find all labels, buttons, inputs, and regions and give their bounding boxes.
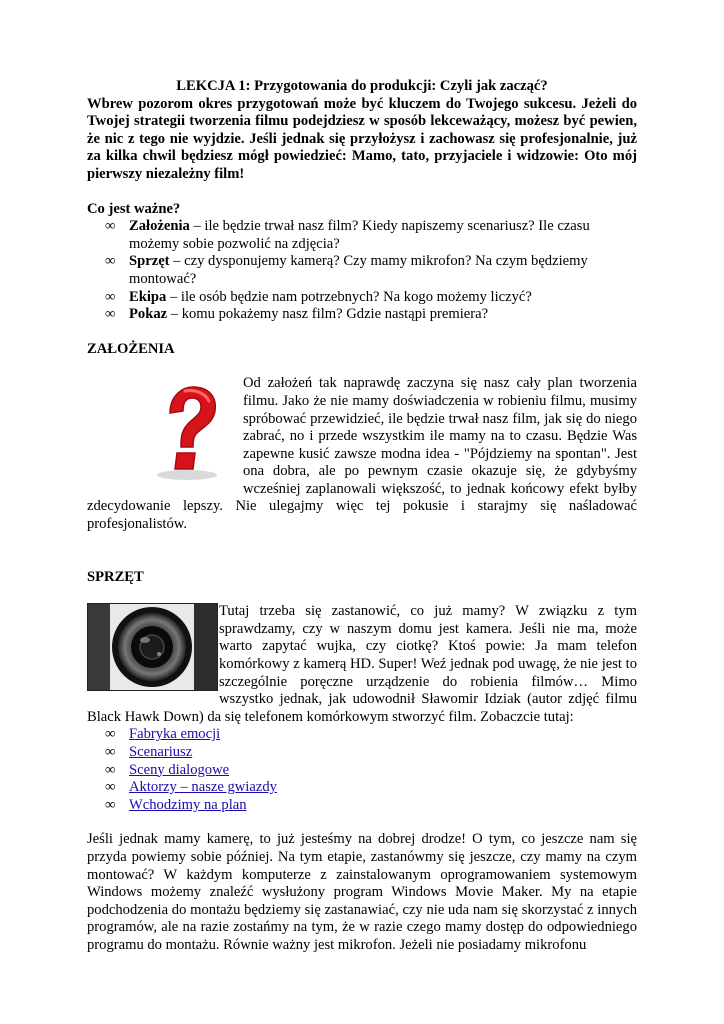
question-mark-icon <box>125 375 243 485</box>
infinity-bullet-icon: ∞ <box>105 796 116 813</box>
section-heading-zalozenia: ZAŁOŻENIA <box>87 340 175 357</box>
list-item <box>105 253 637 288</box>
important-list <box>87 218 637 324</box>
infinity-bullet-icon: ∞ <box>105 288 116 305</box>
spacer <box>87 586 637 603</box>
sprzet-text: Tutaj trzeba się zastanowić, co już mamy? W związku z tym sprawdzamy, czy w naszym domu jest kamera. Jeśli nie ma, może warto zapytać wujka, czy ciotkę? Ktoś powie: Ja mam telefon komórkowy z kamerą HD. Super! Weź jednak pod uwagę, że nie jest to szczególnie poręczne urządzenie do robienia filmów… Mimo wszystko jednak, jak udowodnił Sławomir Idziak (autor zdjęć filmu Black Hawk Down) da się telefonem komórkowym stworzyć film. Zobaczcie tutaj: <box>87 603 637 725</box>
link-wchodzimy-na-plan[interactable]: Wchodzimy na plan <box>129 796 247 813</box>
links-list <box>87 726 637 814</box>
list-item <box>105 288 637 307</box>
list-item <box>105 796 637 815</box>
document-page <box>87 78 637 955</box>
list-item-label: Ekipa <box>129 288 167 305</box>
infinity-bullet-icon: ∞ <box>105 726 116 743</box>
spacer <box>87 534 637 569</box>
infinity-bullet-icon: ∞ <box>105 761 116 778</box>
list-item-text: – ile osób będzie nam potrzebnych? Na kogo możemy liczyć? <box>166 288 532 305</box>
list-item-label: Pokaz <box>129 306 168 323</box>
intro-paragraph: Wbrew pozorom okres przygotowań może być kluczem do Twojego sukcesu. Jeżeli do Twojej strategii tworzenia filmu podejdziesz w sposób lekceważący, możesz być pewien, że nic z tego nie wyjdzie. Jeśli jednak się przyłożysz i zachowasz się profesjonalnie, już za kilka chwil będziesz mógł powiedzieć: Mamo, tato, przyjaciele i widzowie: Oto mój pierwszy niezależny film! <box>87 95 637 182</box>
section-heading-sprzet: SPRZĘT <box>87 568 144 585</box>
list-item <box>105 779 637 797</box>
spacer <box>87 324 637 341</box>
zalozenia-text: Od założeń tak naprawdę zaczyna się nasz cały plan tworzenia filmu. Jako że nie mamy doświadczenia w robieniu filmu, musimy spróbować przewidzieć, ile będzie trwał nasz film, jak się do niego zabrać, no i przede wszystkim ile mamy na to czasu. Będzie Was zapewne kusić zawsze modna idea - "Pójdziemy na spontan". Jest ona dobra, ale po pewnym czasie okazuje się, że gdybyśmy wcześniej zaplanowali większość, to jednak końcowy efekt byłby zdecydowanie lepszy. Nie ulegajmy więc tej pokusie i starajmy się naśladować profesjonalistów. <box>87 375 637 533</box>
zalozenia-section <box>87 375 637 533</box>
sprzet-section <box>87 603 637 726</box>
list-item <box>105 761 637 780</box>
spacer <box>87 184 637 201</box>
important-heading: Co jest ważne? <box>87 200 181 217</box>
list-item <box>105 218 637 253</box>
spacer <box>87 358 637 375</box>
list-item-text: – ile będzie trwał nasz film? Kiedy napiszemy scenariusz? Ile czasu możemy sobie pozwolić na zdjęcia? <box>129 218 590 252</box>
infinity-bullet-icon: ∞ <box>105 306 116 323</box>
list-item-text: – czy dysponujemy kamerą? Czy mamy mikrofon? Na czym będziemy montować? <box>129 253 588 287</box>
infinity-bullet-icon: ∞ <box>105 253 116 270</box>
list-item <box>105 726 637 744</box>
list-item-label: Założenia <box>129 218 190 235</box>
list-item-label: Sprzęt <box>129 253 170 270</box>
spacer <box>87 814 637 831</box>
infinity-bullet-icon: ∞ <box>105 218 116 235</box>
closing-paragraph: Jeśli jednak mamy kamerę, to już jesteśmy na dobrej drodze! O tym, co jeszcze nam się przyda powiemy sobie później. Na tym etapie, zastanówmy się jeszcze, czy mamy na czym montować? W każdym komputerze z zainstalowanym oprogramowaniem systemowym Windows możemy znaleźć wysłużony program Windows Movie Maker. My na etapie podchodzenia do montażu będziemy się zastanawiać, czy nie uda nam się skorzystać z innych programów, ale na razie zostańmy na tym, że w razie czego mamy dostęp do odpowiedniego programu do montażu. Równie ważny jest mikrofon. Jeżeli nie posiadamy mikrofonu <box>87 831 637 953</box>
link-aktorzy[interactable]: Aktorzy – nasze gwiazdy <box>129 779 277 796</box>
link-sceny-dialogowe[interactable]: Sceny dialogowe <box>129 761 230 778</box>
infinity-bullet-icon: ∞ <box>105 779 116 796</box>
link-scenariusz[interactable]: Scenariusz <box>129 744 193 760</box>
list-item-text: – komu pokażemy nasz film? Gdzie nastąpi premiera? <box>167 306 489 323</box>
link-fabryka-emocji[interactable]: Fabryka emocji <box>129 726 221 743</box>
camera-lens-photo <box>87 603 218 691</box>
list-item <box>105 744 637 762</box>
infinity-bullet-icon: ∞ <box>105 744 116 760</box>
list-item <box>105 306 637 324</box>
page-title: LEKCJA 1: Przygotowania do produkcji: Czyli jak zacząć? <box>176 78 548 94</box>
